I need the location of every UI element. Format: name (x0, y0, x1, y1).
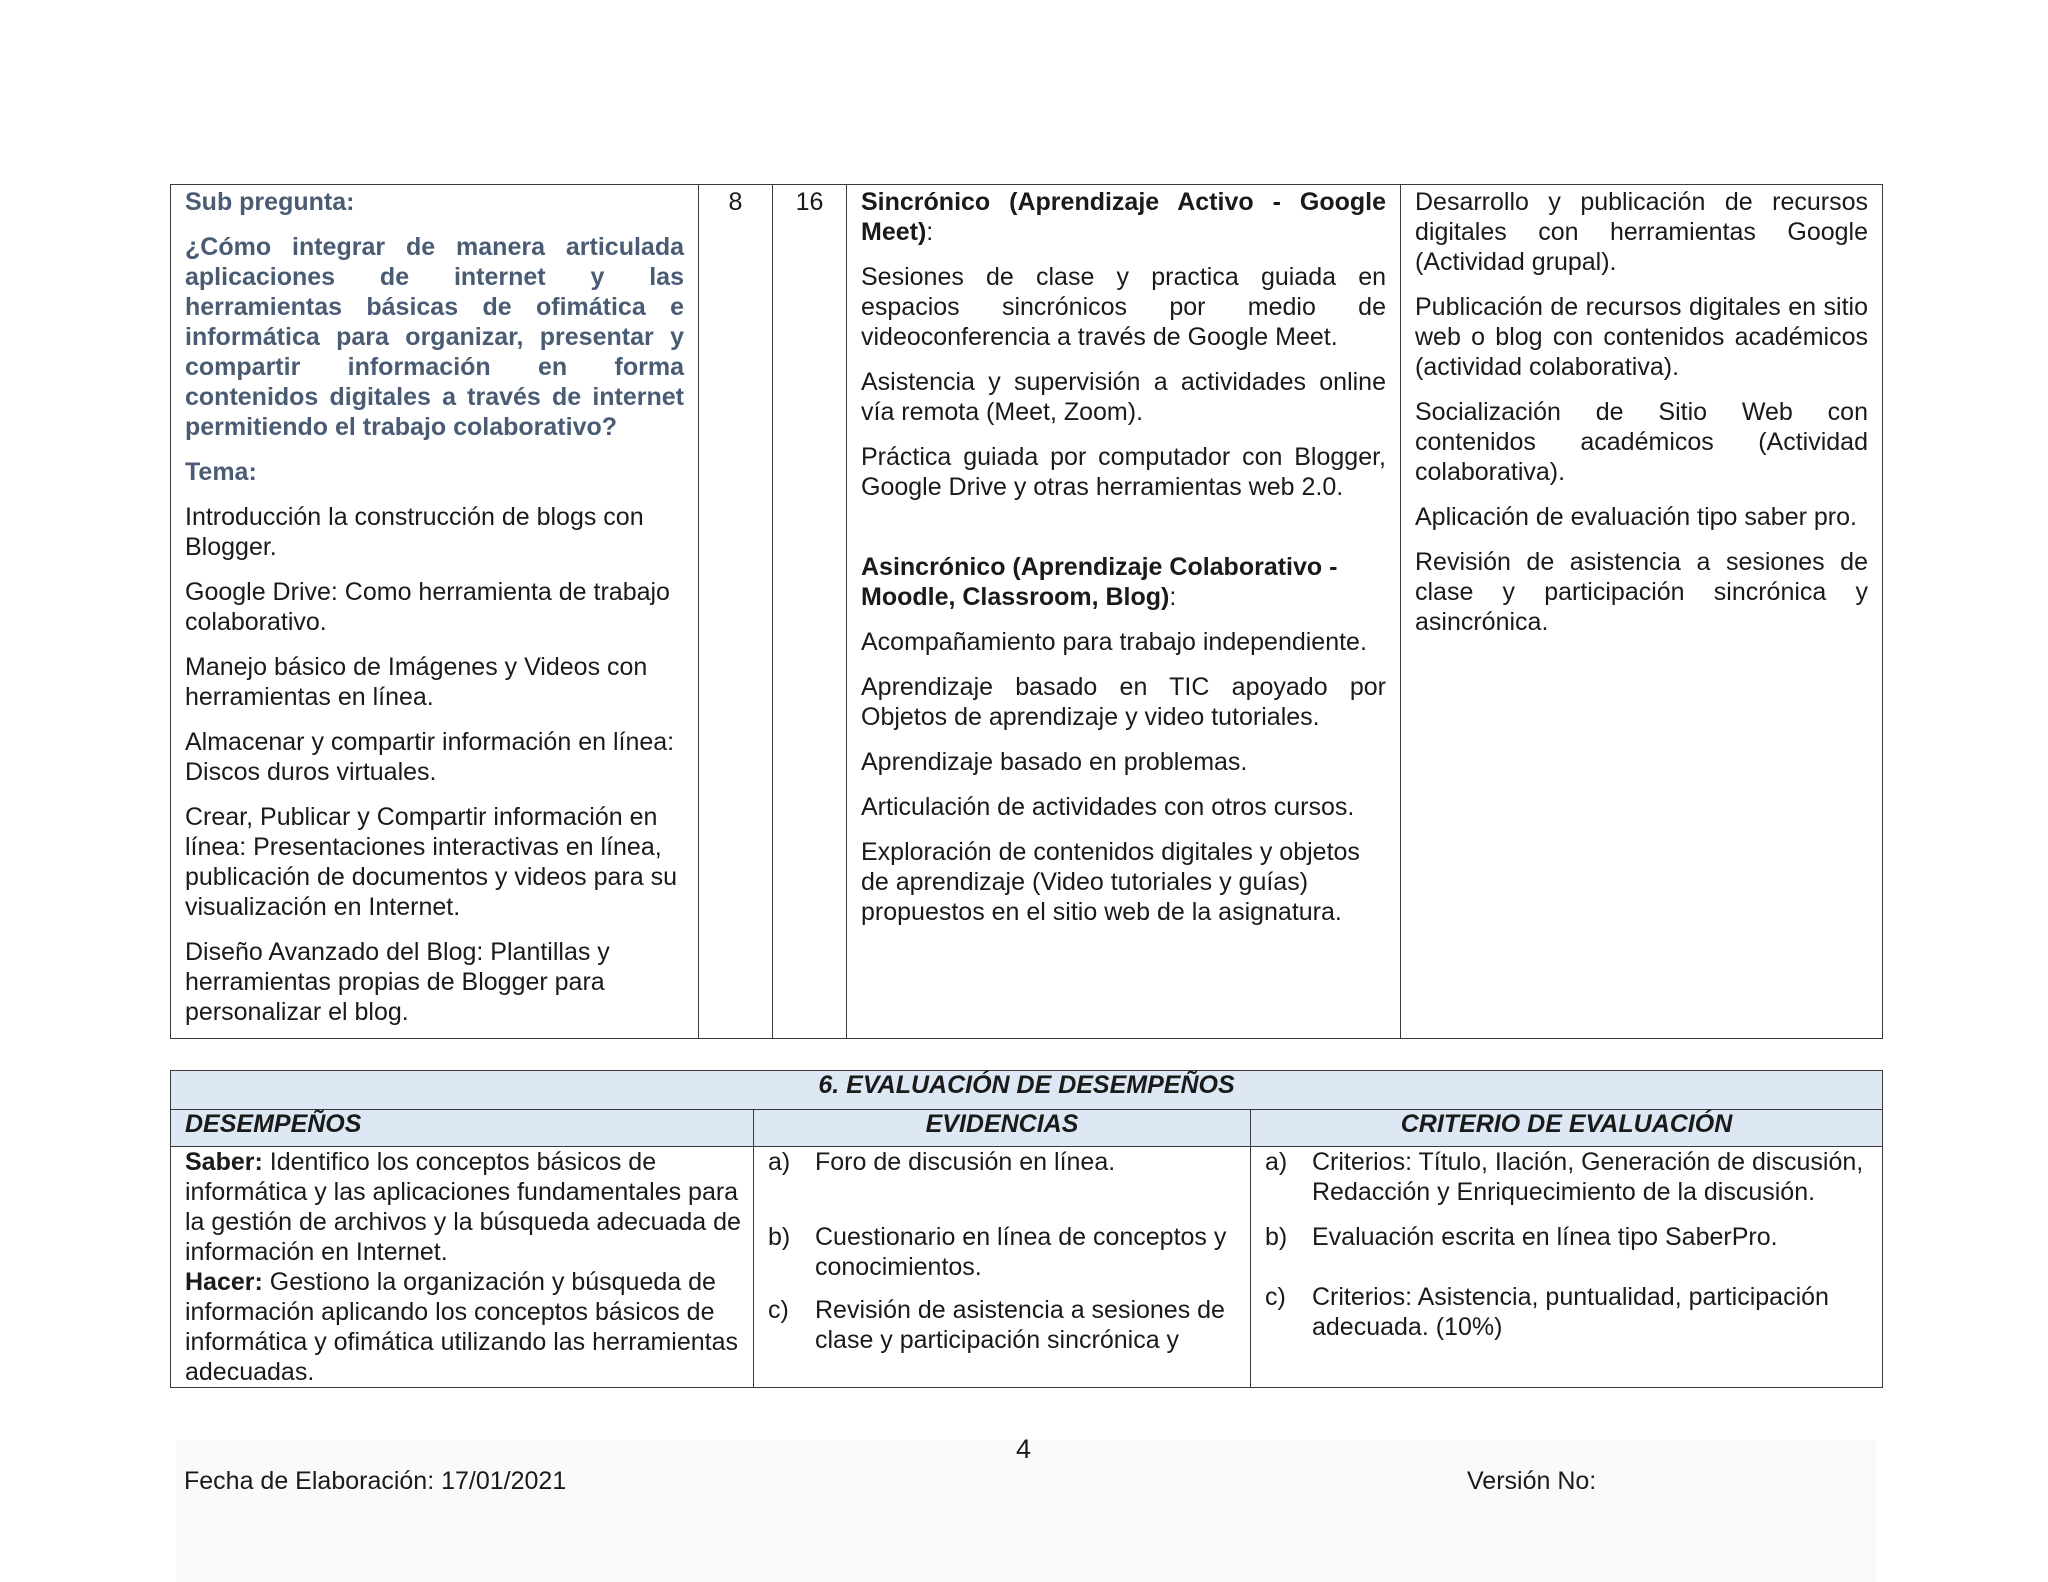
async-item: Aprendizaje basado en TIC apoyado por Objetos de aprendizaje y video tutoriales. (861, 673, 1386, 731)
list-item: c) Criterios: Asistencia, puntualidad, participación adecuada. (10%) (1265, 1283, 1829, 1341)
evaluation-table (170, 1070, 1883, 1388)
list-item: b) Evaluación escrita en línea tipo SaberPro. (1265, 1223, 1778, 1251)
hacer-text: Hacer: Gestiono la organización y búsqueda de información aplicando los conceptos básicos de informática y ofimática utilizando las herramientas adecuadas. (185, 1268, 739, 1386)
activities-cell (1401, 185, 1883, 1039)
topic-item: Introducción la construcción de blogs con Blogger. (185, 503, 644, 561)
async-item: Exploración de contenidos digitales y objetos de aprendizaje (Video tutoriales y guías) propuestos en el sitio web de la asignatura. (861, 838, 1360, 926)
list-item: a) Criterios: Título, Ilación, Generación de discusión, Redacción y Enriquecimiento de la discusión. (1265, 1148, 1864, 1206)
criterios-cell (1251, 1147, 1883, 1388)
activity-item: Socialización de Sitio Web con contenidos académicos (Actividad colaborativa). (1415, 398, 1868, 486)
header-desempenos: DESEMPEÑOS (171, 1110, 754, 1147)
list-item: c) Revisión de asistencia a sesiones de clase y participación sincrónica y (768, 1296, 1225, 1354)
hours-cell-b: 16 (773, 185, 847, 1039)
version-label: Versión No: (1467, 1467, 1597, 1495)
activity-item: Aplicación de evaluación tipo saber pro. (1415, 503, 1857, 531)
table-row (171, 185, 1883, 1039)
list-item: a) Foro de discusión en línea. (768, 1148, 1116, 1176)
async-item: Acompañamiento para trabajo independiente. (861, 628, 1367, 656)
async-heading: Asincrónico (Aprendizaje Colaborativo - Moodle, Classroom, Blog): (861, 553, 1338, 611)
topic-item: Manejo básico de Imágenes y Videos con herramientas en línea. (185, 653, 648, 711)
desempenos-cell (171, 1147, 754, 1388)
table-row (171, 1147, 1883, 1388)
sync-item: Asistencia y supervisión a actividades online vía remota (Meet, Zoom). (861, 368, 1386, 426)
page-number: 4 (1016, 1434, 1032, 1464)
header-criterio: CRITERIO DE EVALUACIÓN (1251, 1110, 1883, 1147)
hours-cell-a: 8 (699, 185, 773, 1039)
subquestion-text: ¿Cómo integrar de manera articulada aplicaciones de internet y las herramientas básicas de ofimática e informática para organizar, presentar y compartir información en forma contenidos digitales a través de internet permitiendo el trabajo colaborativo? (185, 233, 684, 441)
elaboration-date: Fecha de Elaboración: 17/01/2021 (184, 1467, 567, 1495)
sync-title: Sincrónico (Aprendizaje Activo - Google Meet) (861, 188, 1386, 246)
async-item: Aprendizaje basado en problemas. (861, 748, 1248, 776)
subquestion-label: Sub pregunta: (185, 188, 355, 216)
activity-item: Publicación de recursos digitales en sitio web o blog con contenidos académicos (actividad colaborativa). (1415, 293, 1868, 381)
topic-item: Crear, Publicar y Compartir información en línea: Presentaciones interactivas en línea, publicación de documentos y videos para su visualización en Internet. (185, 803, 677, 921)
activity-item: Desarrollo y publicación de recursos digitales con herramientas Google (Actividad grupal). (1415, 188, 1868, 276)
topic-item: Google Drive: Como herramienta de trabajo colaborativo. (185, 578, 670, 636)
evaluation-title: 6. EVALUACIÓN DE DESEMPEÑOS (171, 1071, 1883, 1110)
header-evidencias: EVIDENCIAS (754, 1110, 1251, 1147)
list-item: b) Cuestionario en línea de conceptos y conocimientos. (768, 1223, 1227, 1281)
sync-item: Sesiones de clase y practica guiada en espacios sincrónicos por medio de videoconferencia a través de Google Meet. (861, 263, 1386, 351)
sync-heading: Sincrónico (Aprendizaje Activo - Google Meet): (861, 188, 1386, 246)
tema-label: Tema: (185, 458, 257, 486)
topic-item: Diseño Avanzado del Blog: Plantillas y herramientas propias de Blogger para personalizar el blog. (185, 938, 610, 1026)
async-item: Articulación de actividades con otros cursos. (861, 793, 1355, 821)
topics-cell (171, 185, 699, 1039)
async-title: Asincrónico (Aprendizaje Colaborativo - Moodle, Classroom, Blog) (861, 553, 1338, 611)
methods-cell (847, 185, 1401, 1039)
spacer (861, 517, 1386, 552)
evidencias-cell (754, 1147, 1251, 1388)
activity-item: Revisión de asistencia a sesiones de clase y participación sincrónica y asincrónica. (1415, 548, 1868, 636)
saber-text: Saber: Identifico los conceptos básicos de informática y las aplicaciones fundamentales para la gestión de archivos y la búsqueda adecuada de información en Internet. (185, 1148, 741, 1266)
sync-item: Práctica guiada por computador con Blogger, Google Drive y otras herramientas web 2.0. (861, 443, 1386, 501)
topic-item: Almacenar y compartir información en línea: Discos duros virtuales. (185, 728, 675, 786)
activities-table (170, 184, 1883, 1039)
